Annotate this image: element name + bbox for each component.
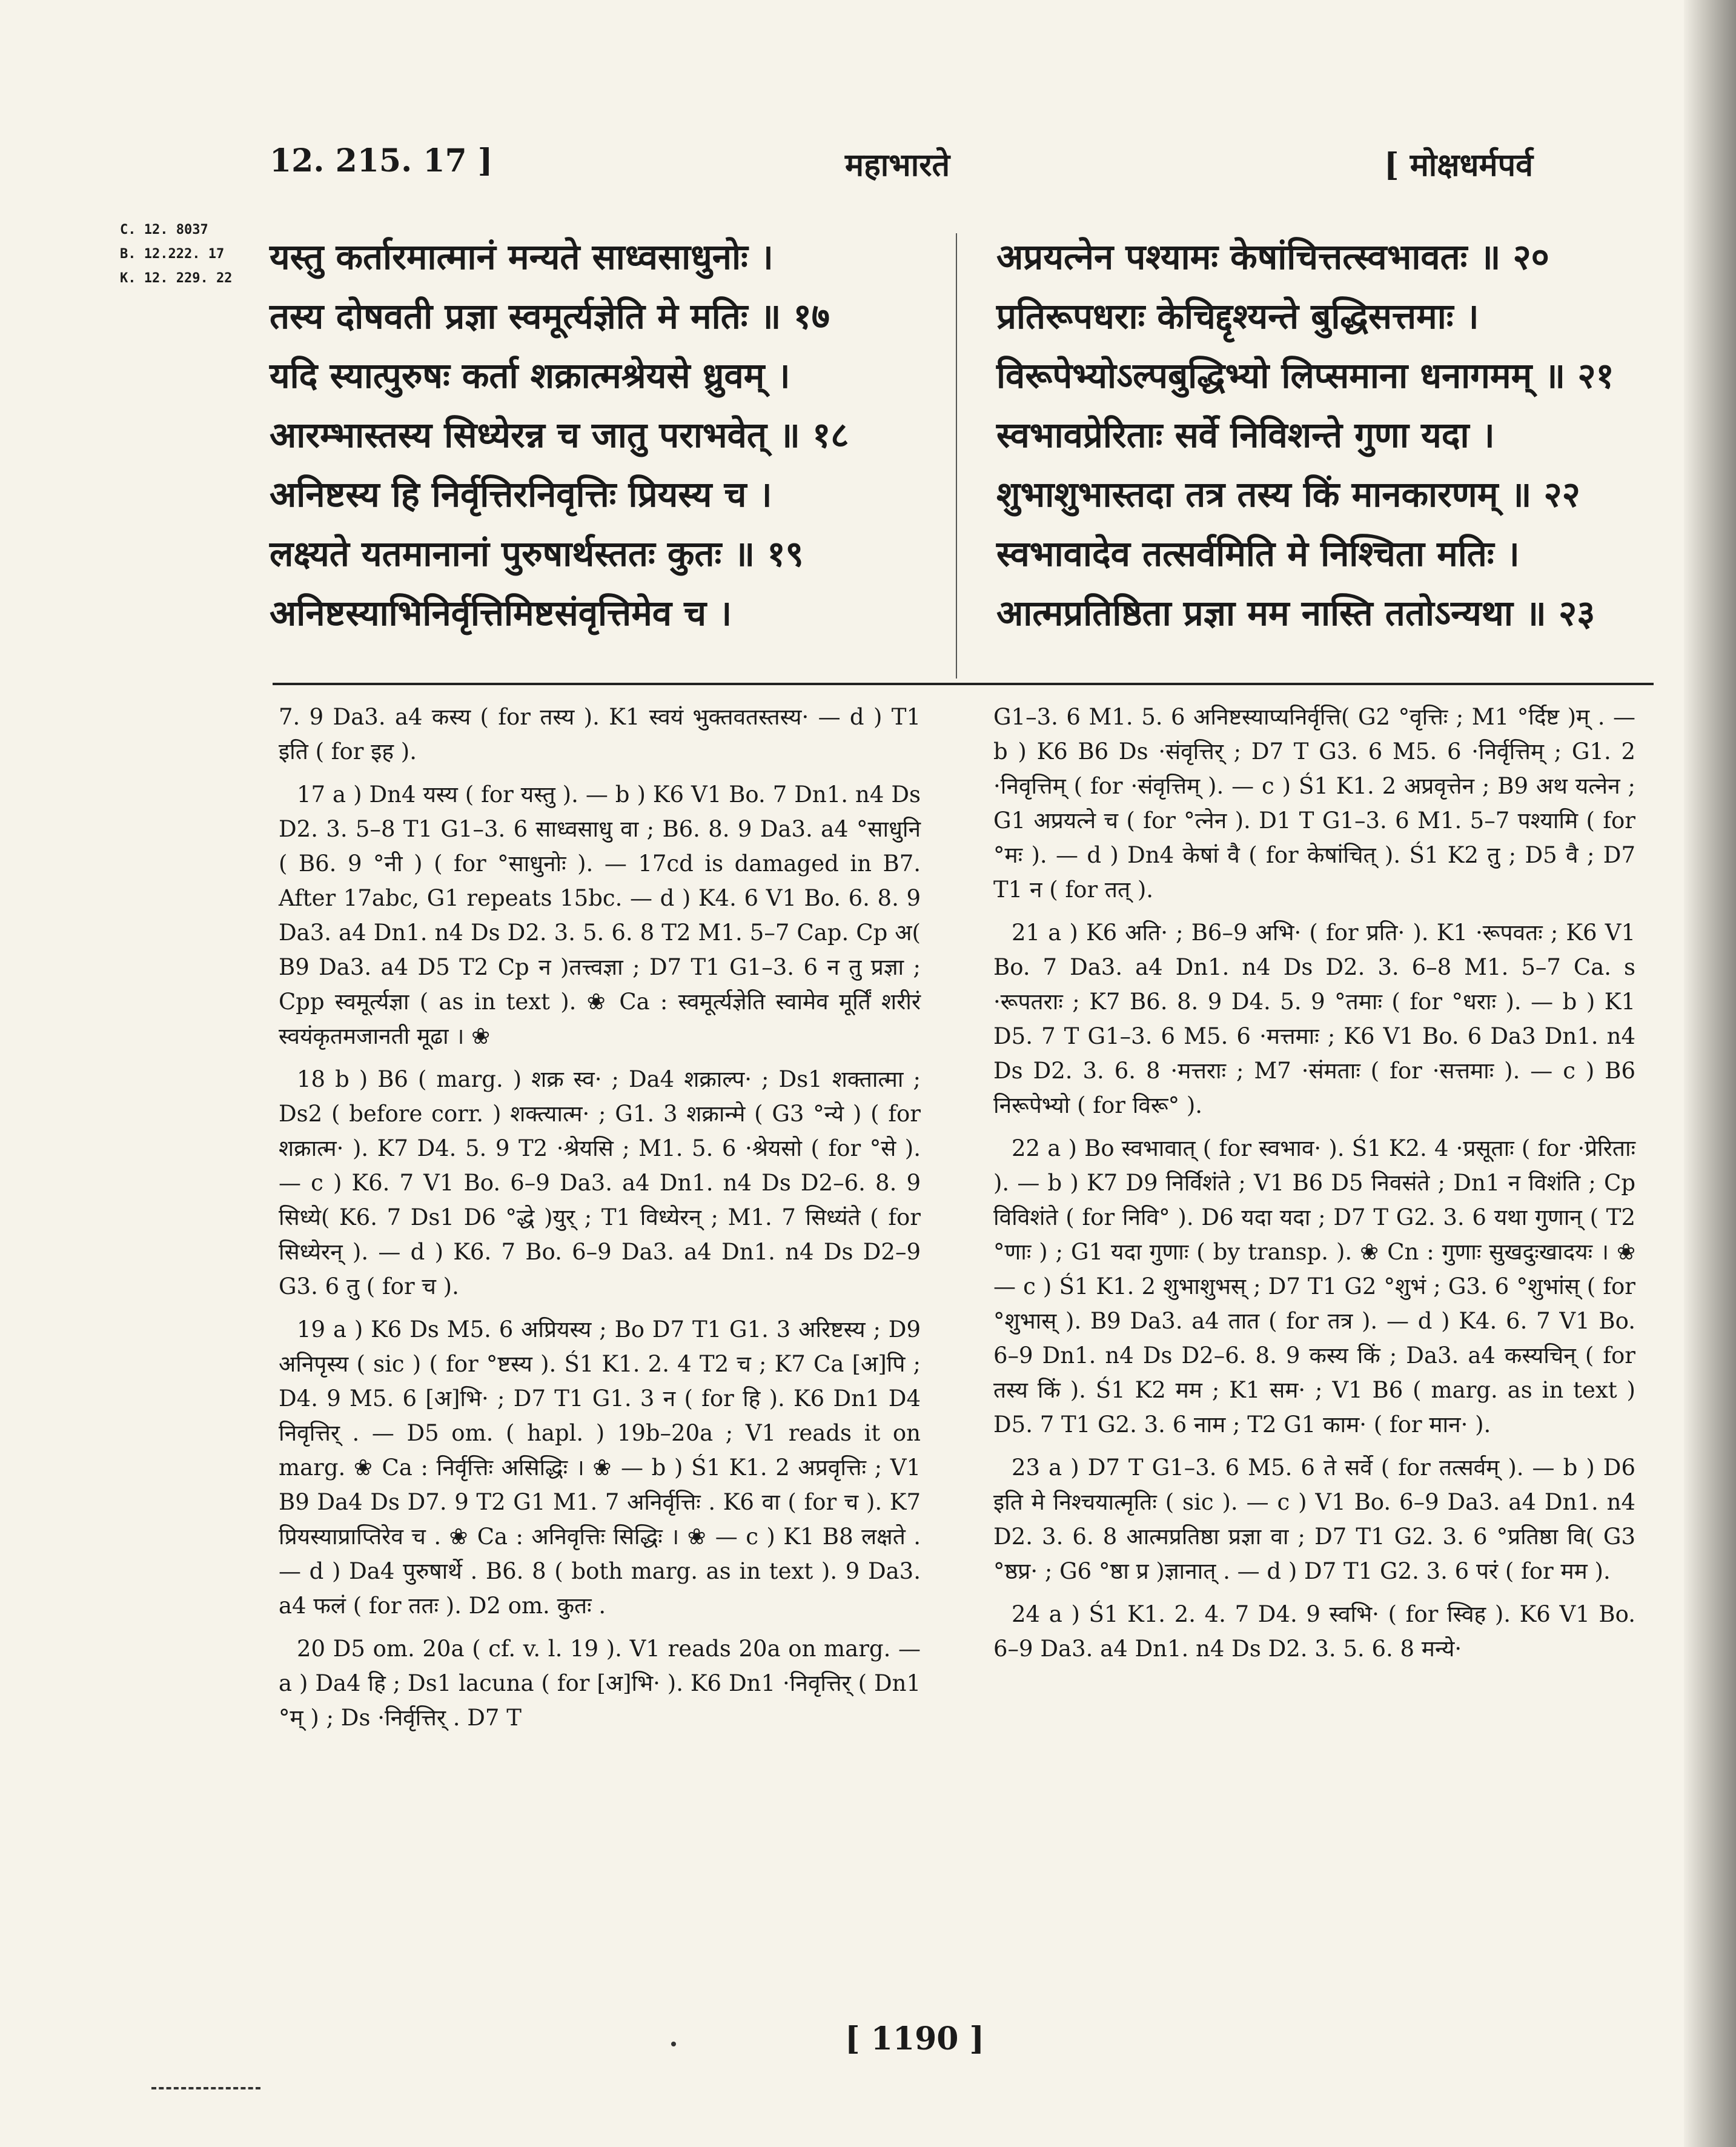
critical-note: 24 a ) Ś1 K1. 2. 4. 7 D4. 9 स्वभि· ( for स्विह ). K6 V1 Bo. 6–9 Da3. a4 Dn1. n4 Ds D2. 3. 5. 6. 8 मन्ये·	[993, 1601, 1635, 1662]
page-number: [ 1190 ]	[845, 2020, 985, 2057]
critical-note: 20 D5 om. 20a ( cf. v. l. 19 ). V1 reads 20a on marg. — a ) Da4 हि ; Ds1 lacuna ( for [अ]भि· ). K6 Dn1 ·निवृत्तिर् ( Dn1 °म् ) ; Ds ·निर्वृत्तिर् . D7 T	[279, 1636, 921, 1731]
horizontal-rule	[273, 683, 1654, 685]
critical-note: 19 a ) K6 Ds M5. 6 अप्रियस्य ; Bo D7 T1 G1. 3 अरिष्टस्य ; D9 अनिपृस्य ( sic ) ( for °ष्टस्य ). Ś1 K1. 2. 4 T2 च ; K7 Ca [अ]पि ; D4. 9 M5. 6 [अ]भि· ; D7 T1 G1. 3 न ( for हि ). K6 Dn1 D4 निवृत्तिर् . — D5 om. ( hapl. ) 19b–20a ; V1 reads it on marg. ❀ Ca : निर्वृत्तिः असिद्धिः । ❀ — b ) Ś1 K1. 2 अप्रवृत्तिः ; V1 B9 Da4 Ds D7. 9 T2 G1 M1. 7 अनिर्वृत्तिः . K6 वा ( for च ). K7 प्रियस्याप्राप्तिरेव च . ❀ Ca : अनिवृत्तिः सिद्धिः । ❀ — c ) K1 B8 लक्षते . — d ) Da4 पुरुषार्थे . B6. 8 ( both marg. as in text ). 9 Da3. a4 फलं ( for ततः ). D2 om. कुतः .	[279, 1316, 921, 1619]
verse-line: अनिष्टस्याभिनिर्वृत्तिमिष्टसंवृत्तिमेव च ।	[270, 592, 732, 634]
critical-note: G1–3. 6 M1. 5. 6 अनिष्टस्याप्यनिर्वृत्ति( G2 °वृत्तिः ; M1 °र्दिष्ट )म् . — b ) K6 B6 Ds ·संवृत्तिर् ; D7 T G3. 6 M5. 6 ·निर्वृत्तिम् ; G1. 2 ·निवृत्तिम् ( for ·संवृत्तिम् ). — c ) Ś1 K1. 2 अप्रवृत्तेन ; B9 अथ यत्नेन ; G1 अप्रयत्ने च ( for °त्नेन ). D1 T G1–3. 6 M1. 5–7 पश्यामि ( for °मः ). — d ) Dn4 केषां वै ( for केषांचित् ). Ś1 K2 तु ; D5 वै ; D7 T1 न ( for तत् ).	[993, 704, 1635, 903]
notes-column-left	[279, 700, 921, 1744]
critical-note: 18 b ) B6 ( marg. ) शक्र स्व· ; Da4 शक्राल्प· ; Ds1 शक्तात्मा ; Ds2 ( before corr. ) शक्त्यात्म· ; G1. 3 शक्रान्मे ( G3 °न्ये ) ( for शक्रात्म· ). K7 D4. 5. 9 T2 ·श्रेयसि ; M1. 5. 6 ·श्रेयसो ( for °से ). — c ) K6. 7 V1 Bo. 6–9 Da3. a4 Dn1. n4 Ds D2–6. 8. 9 सिध्ये( K6. 7 Ds1 D6 °द्धे )युर् ; T1 विध्येरन् ; M1. 7 सिध्यंते ( for सिध्येरन् ). — d ) K6. 7 Bo. 6–9 Da3. a4 Dn1. n4 Ds D2–9 G3. 6 तु ( for च ).	[279, 1066, 921, 1299]
verse-line: स्वभावप्रेरिताः सर्वे निविशन्ते गुणा यदा ।	[996, 414, 1495, 456]
verse-line: यदि स्यात्पुरुषः कर्ता शक्रात्मश्रेयसे ध्रुवम् ।	[270, 355, 790, 396]
footer-dashes	[151, 2087, 260, 2092]
concordance-ref: B. 12.222. 17	[120, 247, 225, 262]
page-edge-shadow	[1684, 0, 1736, 2147]
verse-column-left	[270, 227, 942, 643]
header-verse-ref: 12. 215. 17 ]	[270, 142, 493, 179]
critical-note: 23 a ) D7 T G1–3. 6 M5. 6 ते सर्वे ( for तत्सर्वम् ). — b ) D6 इति मे निश्चयात्मृतिः ( sic ). — c ) V1 Bo. 6–9 Da3. a4 Dn1. n4 D2. 3. 6. 8 आत्मप्रतिष्ठा प्रज्ञा वा ; D7 T1 G2. 3. 6 °प्रतिष्ठा वि( G3 °ष्ठप्र· ; G6 °ष्ठा प्र )ज्ञानात् . — d ) D7 T1 G2. 3. 6 परं ( for मम ).	[993, 1455, 1635, 1584]
verse-line: तस्य दोषवती प्रज्ञा स्वमूर्त्यज्ञेति मे मतिः ॥ १७	[270, 296, 830, 337]
concordance-refs	[120, 218, 232, 291]
concordance-ref: K. 12. 229. 22	[120, 271, 233, 286]
verse-line: विरूपेभ्योऽल्पबुद्धिभ्यो लिप्समाना धनागमम् ॥ २१	[996, 355, 1614, 396]
print-dot	[671, 2042, 676, 2046]
verse-column-right	[996, 227, 1669, 643]
verse-line: स्वभावादेव तत्सर्वमिति मे निश्चिता मतिः ।	[996, 533, 1520, 574]
verse-line: यस्तु कर्तारमात्मानं मन्यते साध्वसाधुनोः ।	[270, 236, 774, 277]
verse-line: आत्मप्रतिष्ठिता प्रज्ञा मम नास्ति ततोऽन्यथा ॥ २३	[996, 592, 1595, 634]
verse-line: लक्ष्यते यतमानानां पुरुषार्थस्ततः कुतः ॥ १९	[270, 533, 804, 574]
critical-note: 21 a ) K6 अति· ; B6–9 अभि· ( for प्रति· ). K1 ·रूपवतः ; K6 V1 Bo. 7 Da3. a4 Dn1. n4 Ds D2. 3. 6–8 M1. 5–7 Ca. s ·रूपतराः ; K7 B6. 8. 9 D4. 5. 9 °तमाः ( for °धराः ). — b ) K1 D5. 7 T G1–3. 6 M5. 6 ·मत्तमाः ; K6 V1 Bo. 6 Da3 Dn1. n4 Ds D2. 3. 6. 8 ·मत्तराः ; M7 ·संमताः ( for ·सत्तमाः ). — c ) B6 निरूपेभ्यो ( for विरू° ).	[993, 920, 1635, 1118]
critical-note: 7. 9 Da3. a4 कस्य ( for तस्य ). K1 स्वयं भुक्तवतस्तस्य· — d ) T1 इति ( for इह ).	[279, 704, 921, 765]
critical-note: 17 a ) Dn4 यस्य ( for यस्तु ). — b ) K6 V1 Bo. 7 Dn1. n4 Ds D2. 3. 5–8 T1 G1–3. 6 साध्वसाधु वा ; B6. 8. 9 Da3. a4 °साधुनि ( B6. 9 °नी ) ( for °साधुनोः ). — 17cd is damaged in B7. After 17abc, G1 repeats 15bc. — d ) K4. 6 V1 Bo. 6. 8. 9 Da3. a4 Dn1. n4 Ds D2. 3. 5. 6. 8 T2 M1. 5–7 Cap. Cp अ( B9 Da3. a4 D5 T2 Cp न )तत्त्वज्ञा ; D7 T1 G1–3. 6 न तु प्रज्ञा ; Cpp स्वमूर्त्यज्ञा ( as in text ). ❀ Ca : स्वमूर्त्यज्ञेति स्वामेव मूर्तिं शरीरं स्वयंकृतमजानती मूढा । ❀	[279, 781, 921, 1049]
verse-line: अप्रयत्नेन पश्यामः केषांचित्तत्स्वभावतः ॥ २०	[996, 236, 1549, 277]
column-divider	[956, 233, 957, 679]
verse-line: आरम्भास्तस्य सिध्येरन्न च जातु पराभवेत् ॥ १८	[270, 414, 849, 456]
header-section-title: [ मोक्षधर्मपर्व	[1384, 147, 1534, 184]
verse-line: प्रतिरूपधराः केचिद्दृश्यन्ते बुद्धिसत्तमाः ।	[996, 296, 1479, 337]
verse-line: शुभाशुभास्तदा तत्र तस्य किं मानकारणम् ॥ २२	[996, 474, 1580, 515]
header-book-title: महाभारते	[845, 147, 950, 184]
concordance-ref: C. 12. 8037	[120, 222, 208, 237]
notes-column-right	[993, 700, 1635, 1674]
verse-line: अनिष्टस्य हि निर्वृत्तिरनिवृत्तिः प्रियस्य च ।	[270, 474, 772, 515]
critical-note: 22 a ) Bo स्वभावात् ( for स्वभाव· ). Ś1 K2. 4 ·प्रसूताः ( for ·प्रेरिताः ). — b ) K7 D9 निर्विशंते ; V1 B6 D5 निवसंते ; Dn1 न विशंति ; Cp विविशंते ( for निवि° ). D6 यदा यदा ; D7 T G2. 3. 6 यथा गुणान् ( T2 °णाः ) ; G1 यदा गुणाः ( by transp. ). ❀ Cn : गुणाः सुखदुःखादयः । ❀ — c ) Ś1 K1. 2 शुभाशुभस् ; D7 T1 G2 °शुभं ; G3. 6 °शुभांस् ( for °शुभास् ). B9 Da3. a4 तात ( for तत्र ). — d ) K4. 6. 7 V1 Bo. 6–9 Dn1. n4 Ds D2–6. 8. 9 कस्य किं ; Da3. a4 कस्यचिन् ( for तस्य किं ). Ś1 K2 मम ; K1 सम· ; V1 B6 ( marg. as in text ) D5. 7 T1 G2. 3. 6 नाम ; T2 G1 काम· ( for मान· ).	[993, 1135, 1635, 1438]
